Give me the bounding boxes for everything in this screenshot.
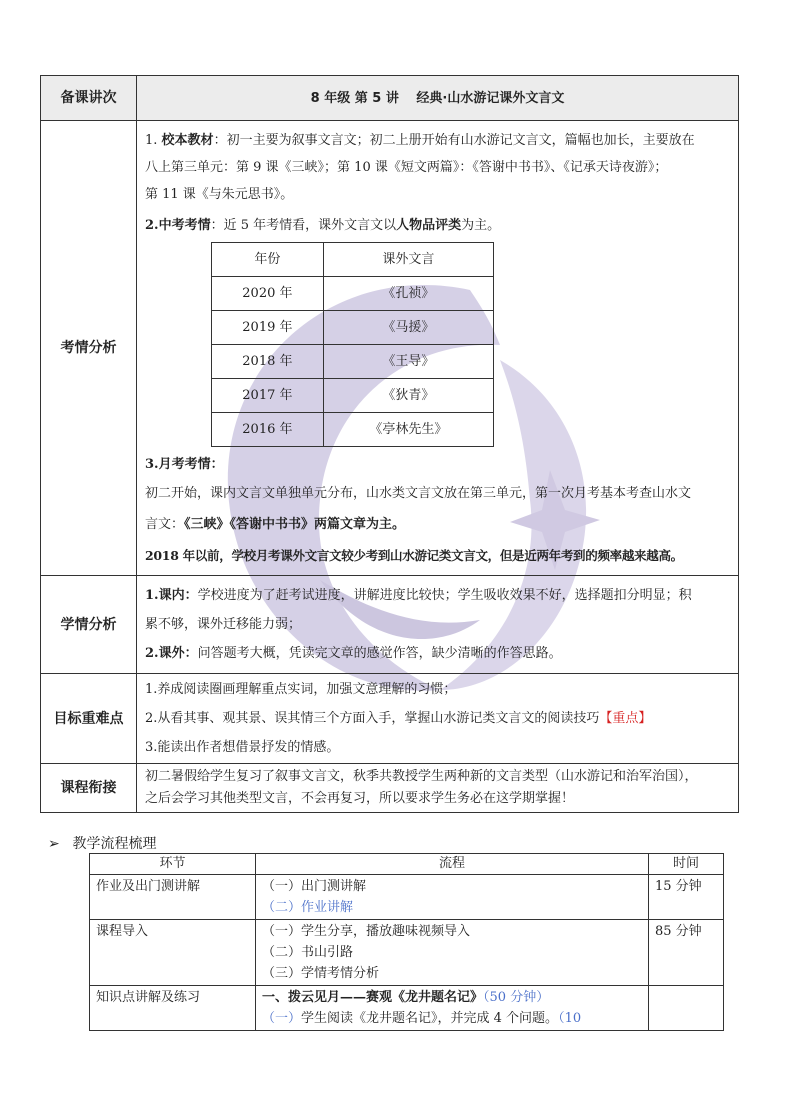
time-cell: 85 分钟 — [649, 920, 724, 986]
kaoqing-p3-line1: 初二开始，课内文言文单独单元分布，山水类文言文放在第三单元，第一次月考基本考查山水文 — [145, 486, 692, 501]
text-cell: 《孔祯》 — [323, 277, 493, 311]
process-step-num: （一） — [262, 1011, 302, 1026]
xueqing-p2-text: 问答题考大概，凭读完文章的感觉作答，缺少清晰的作答思路。 — [197, 646, 562, 661]
kaoqing-p2-bold2: 人物品评类 — [396, 218, 462, 233]
kaoqing-p3-bold2: 《三峡》《答谢中书书》两篇文章为主。 — [184, 517, 406, 532]
xueqing-p1-line2: 累不够，课外迁移能力弱； — [145, 617, 302, 632]
process-step: （一）出门测讲解 — [262, 879, 367, 894]
kaoqing-p1-line3: 第 11 课《与朱元思书》。 — [145, 187, 294, 202]
kaoqing-p2-text2: 为主。 — [461, 218, 501, 233]
kaoqing-p1-text1: ：初一主要为叙事文言文；初二上册开始有山水游记文言文，篇幅也加长，主要放在 — [213, 133, 695, 148]
kaoqing-content — [137, 121, 739, 576]
xueqing-content — [137, 576, 739, 674]
header-label: 备课讲次 — [41, 76, 137, 121]
mubiao-l3: 3.能读出作者想借景抒发的情感。 — [145, 740, 340, 755]
process-step-title: 一、拨云见月——赛观《龙井题名记》 — [262, 990, 484, 1005]
process-step: （二）书山引路 — [262, 945, 354, 960]
mubiao-l2-text: 2.从看其事、观其景、误其情三个方面入手，掌握山水游记类文言文的阅读技巧 — [145, 711, 600, 726]
text-cell: 《马援》 — [323, 311, 493, 345]
kaoqing-p1-bold: 校本教材 — [161, 133, 214, 148]
kaoqing-p2-bold: 2.中考考情 — [145, 218, 211, 233]
process-step: （二）作业讲解 — [262, 900, 354, 915]
table-row — [90, 986, 724, 1031]
year-cell: 2018 年 — [212, 345, 324, 379]
mubiao-label: 目标重难点 — [41, 674, 137, 764]
flow-header-time: 时间 — [649, 854, 724, 875]
xueqing-p1 — [145, 582, 732, 609]
time-cell — [649, 986, 724, 1031]
process-cell — [256, 875, 649, 920]
flow-header-process: 流程 — [256, 854, 649, 875]
lesson-title: 8 年级 第 5 讲 经典·山水游记课外文言文 — [137, 76, 739, 121]
section-title: 教学流程梳理 — [72, 836, 157, 852]
mubiao-l1: 1.养成阅读圈画理解重点实词，加强文意理解的习惯； — [145, 682, 457, 697]
mubiao-l2 — [145, 705, 732, 732]
process-step-time: （50 分钟） — [483, 990, 550, 1005]
table-row — [90, 875, 724, 920]
stage-cell: 作业及出门测讲解 — [90, 875, 256, 920]
arrow-icon: ➢ — [48, 836, 60, 852]
years-header-text: 课外文言 — [323, 243, 493, 277]
xianjie-label: 课程衔接 — [41, 764, 137, 813]
kaoqing-p3-line2 — [145, 511, 732, 538]
exam-years-table — [211, 242, 494, 447]
xianjie-l2: 之后会学习其他类型文言，不会再复习，所以要求学生务必在这学期掌握！ — [145, 791, 575, 806]
time-cell: 15 分钟 — [649, 875, 724, 920]
years-header-year: 年份 — [212, 243, 324, 277]
table-row — [90, 920, 724, 986]
flow-header-stage: 环节 — [90, 854, 256, 875]
process-cell — [256, 986, 649, 1031]
xueqing-p1-text1: 学校进度为了赶考试进度，讲解进度比较快；学生吸收效果不好，选择题扣分明显；积 — [197, 588, 692, 603]
table-row — [212, 379, 494, 413]
xueqing-p1-bold: 1.课内： — [145, 588, 198, 603]
teaching-flow-table — [89, 853, 724, 1031]
kaoqing-p1 — [145, 127, 732, 154]
process-step — [262, 1008, 642, 1029]
kaoqing-p1-num: 1. — [145, 133, 158, 148]
stage-cell: 课程导入 — [90, 920, 256, 986]
section-heading — [48, 833, 156, 853]
text-cell: 《王导》 — [323, 345, 493, 379]
kaoqing-label: 考情分析 — [41, 121, 137, 576]
xueqing-p2-bold: 2.课外： — [145, 646, 198, 661]
kaoqing-p3-line3: 2018 年以前，学校月考课外文言文较少考到山水游记类文言文，但是近两年考到的频率越来越高。 — [145, 548, 683, 563]
lesson-plan-table — [40, 75, 739, 813]
text-cell: 《狄青》 — [323, 379, 493, 413]
kaoqing-p2-text: ：近 5 年考情看，课外文言文以 — [210, 218, 397, 233]
process-cell — [256, 920, 649, 986]
process-step-text: 学生阅读《龙井题名记》，并完成 4 个问题。 — [301, 1011, 559, 1026]
xianjie-l1: 初二暑假给学生复习了叙事文言文，秋季共教授学生两种新的文言类型（山水游记和治军治国）， — [145, 769, 698, 784]
process-step: （一）学生分享，播放趣味视频导入 — [262, 924, 471, 939]
table-row — [212, 413, 494, 447]
xianjie-content — [137, 764, 739, 813]
year-cell: 2017 年 — [212, 379, 324, 413]
year-cell: 2020 年 — [212, 277, 324, 311]
kaoqing-p3-title: 3.月考考情： — [145, 457, 224, 472]
year-cell: 2016 年 — [212, 413, 324, 447]
year-cell: 2019 年 — [212, 311, 324, 345]
stage-cell: 知识点讲解及练习 — [90, 986, 256, 1031]
process-step: （三）学情考情分析 — [262, 966, 380, 981]
xueqing-label: 学情分析 — [41, 576, 137, 674]
table-row — [212, 345, 494, 379]
text-cell: 《亭林先生》 — [323, 413, 493, 447]
kaoqing-p3-text2: 言文： — [145, 517, 185, 532]
kaoqing-p1-line2: 八上第三单元：第 9 课《三峡》；第 10 课《短文两篇》：《答谢中书书》、《记承天诗夜游》； — [145, 160, 668, 175]
kaoqing-p2 — [145, 212, 732, 239]
key-point-badge: 【重点】 — [599, 711, 652, 726]
process-step-time: （10 — [558, 1011, 582, 1026]
mubiao-content — [137, 674, 739, 764]
table-row — [212, 277, 494, 311]
process-step — [262, 987, 642, 1008]
table-row — [212, 311, 494, 345]
xueqing-p2 — [145, 640, 732, 667]
